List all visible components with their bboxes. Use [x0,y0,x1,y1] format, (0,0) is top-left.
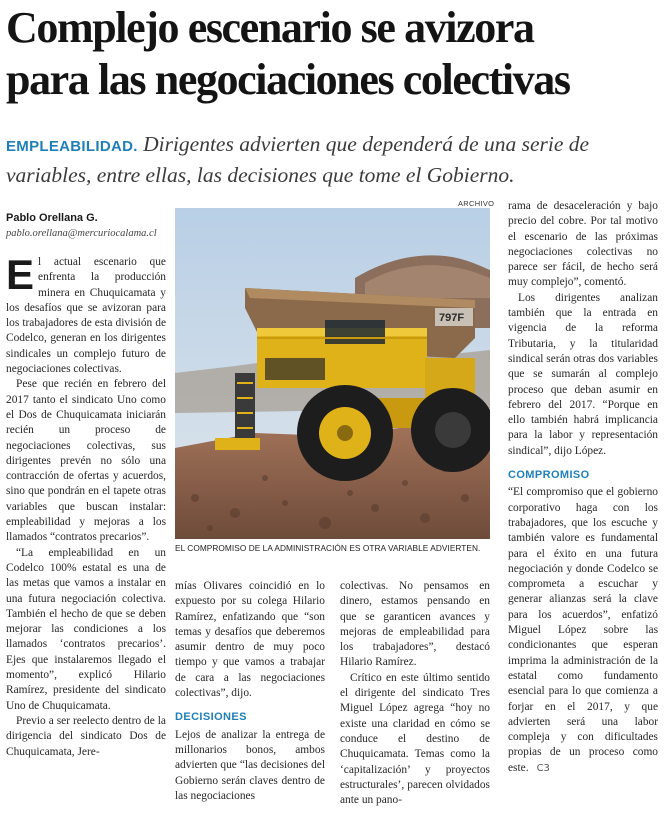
deck [6,130,658,190]
dropcap: E [6,251,35,298]
headline-line-1: Complejo escenario se avizora [6,3,534,52]
deck-kicker: EMPLEABILIDAD. [6,138,138,155]
byline-author: Pablo Orellana G. [6,212,98,224]
mining-truck-illustration [175,208,490,539]
paragraph-lead: El actual escenario que enfrenta la producción minera en Chuquicamata y los desafíos que se avizoran para los trabajadores de esta división de Codelco, generan en los dirigentes sindicales un complejo futuro de negociaciones colectivas. [6,251,166,376]
truck-model-label: 797F [439,312,465,324]
article-column-3 [340,579,490,808]
headline-line-2: para las negociaciones colectivas [6,55,570,104]
paragraph: “El compromiso que el gobierno corporativo haga con los trabajadores, que los escuche y también valore es fundamental para el éxito en una futura negociación y donde Codelco se comprometa a escuchar y generar alianzas será la clave para los acuerdos”, enfatizó Miguel López sobre las condicionantes que esperan imprima la administración de la estatal como fundamento esencial para lo que comienza a forjar en el 2017, y que advierten será una labor compleja y con dificultades propias de un proceso como este. C3 [508,486,658,774]
photo-caption: EL COMPROMISO DE LA ADMINISTRACIÓN ES OTRA VARIABLE ADVIERTEN. [175,543,481,553]
subhead-compromiso: COMPROMISO [508,469,590,482]
article-column-4 [508,199,658,776]
photo-credit: ARCHIVO [458,199,495,208]
paragraph: “La empleabilidad en un Codelco 100% estatal es una de las metas que vamos a instalar en una futura negociación colectiva. También el hecho de que se deben mejorar las condiciones a los llamados ‘contratos precarios’. Ejes que instalaremos llegado el momento”, explicó Hilario Ramírez, presidente del sindicato Uno de Chuquicamata. [6,546,166,712]
deck-text: Dirigentes advierten que dependerá de una serie de variables, entre ellas, las decisiones que tome el Gobierno. [6,132,590,187]
paragraph: Previo a ser reelecto dentro de la dirigencia del sindicato Dos de Chuquicamata, Jere- [6,714,166,758]
paragraph: rama de desaceleración y bajo precio del cobre. Por tal motivo el escenario de las próximas negociaciones colectivas no parece ser fácil, de hecho será muy complejo”, comentó. [508,200,658,289]
paragraph: mías Olivares coincidió en lo expuesto por su colega Hilario Ramírez, enfatizando que “son temas y desafíos que deberemos asumir dentro de muy poco tiempo y que vamos a trabajar de cara a las negociaciones colectivas”, dijo. [175,580,325,700]
paragraph: Crítico en este último sentido el dirigente del sindicato Tres Miguel López agrega “hoy no existe una claridad en cómo se conduce el destino de Chuquicamata. Temas como la ‘capitalización’ y proyectos estructurales’, parecen olvidados ante un pano- [340,671,490,807]
headline [6,2,658,106]
article-column-2 [175,579,325,804]
byline-email: pablo.orellana@mercuriocalama.cl [6,228,157,239]
photo-mining-truck [175,208,490,539]
paragraph: Pese que recién en febrero del 2017 tanto el sindicato Uno como el Dos de Chuquicamata iniciarán recién un proceso de negociaciones colectivas, sus dirigentes prevén no sólo una contracción de ofertas y acuerdos, sino que pondrán en el tapete otras variables que buscan instalar: empleabilidad y mejoras a los llamados “contratos precarios”. [6,378,166,544]
end-mark-icon: C3 [536,762,550,774]
paragraph: Lejos de analizar la entrega de millonarios bonos, ambos advierten que “las decisiones del Gobierno serán claves dentro de las negociaciones [175,728,325,802]
article-column-1 [6,251,166,760]
subhead-decisiones: DECISIONES [175,711,247,724]
paragraph: colectivas. No pensamos en dinero, estamos pensando en que se garanticen avances y mejoras de empleabilidad para los trabajadores”, destacó Hilario Ramírez. [340,580,490,669]
paragraph: Los dirigentes analizan también que la entrada en vigencia de la reforma Tributaria, y la titularidad sindical serán otras dos variables que se sumarán al complejo proceso que deban asumir en febrero del 2017. “Porque en ello también habrá implicancia para la labor y representación sindical”, dijo López. [508,291,658,457]
